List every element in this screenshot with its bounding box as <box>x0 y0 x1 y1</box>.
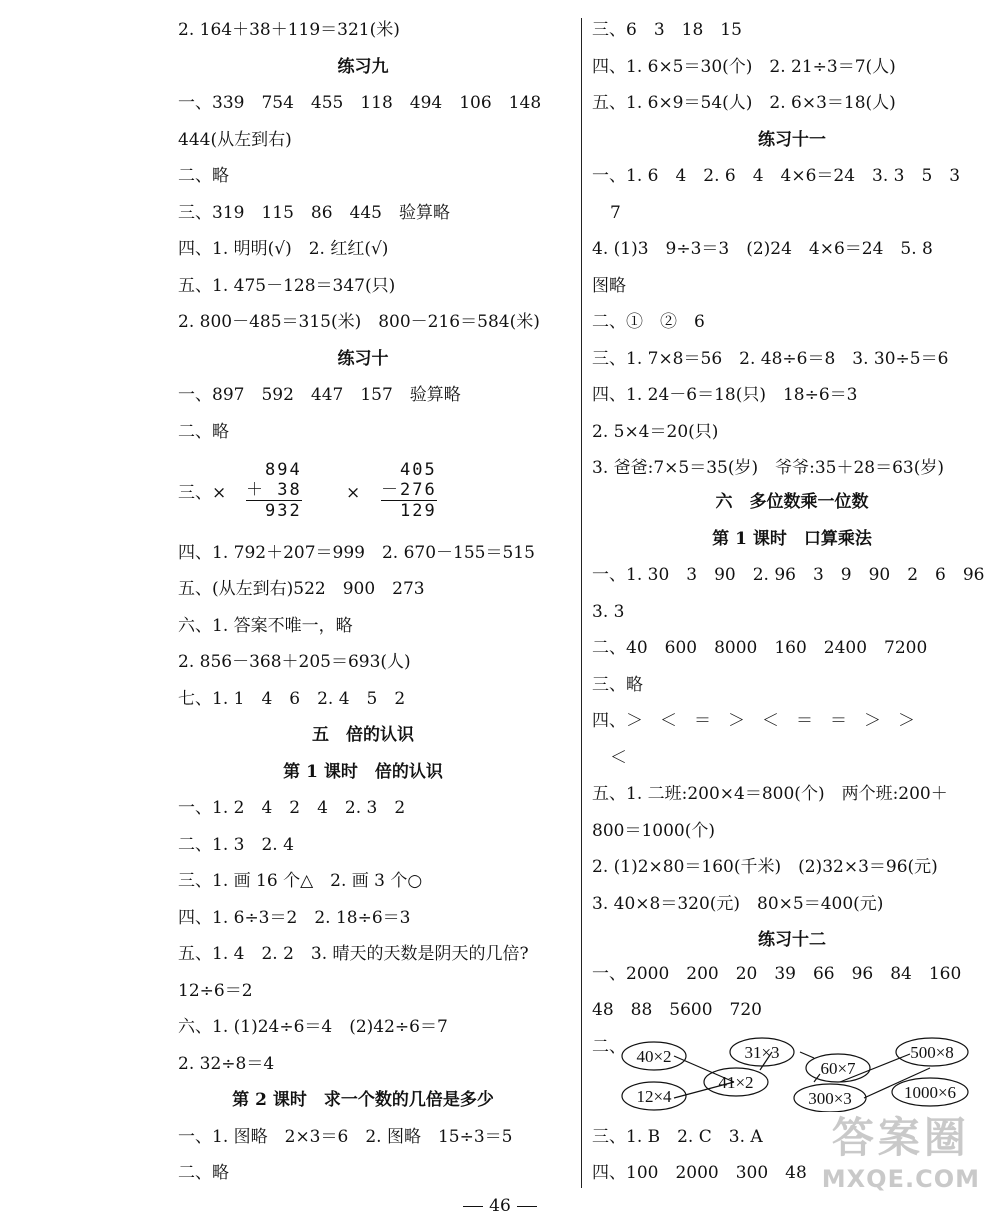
answer-line: 五、1. 475－128＝347(只) <box>178 276 396 296</box>
answer-line: ＜ <box>610 748 627 768</box>
vertical-addition <box>246 460 302 521</box>
answer-line: 四、1. 明明(√) 2. 红红(√) <box>178 239 389 259</box>
vertical-result: 932 <box>246 500 302 521</box>
answer-line: 444(从左到右) <box>178 130 292 150</box>
connector-line <box>800 1052 814 1058</box>
wrong-mark: × <box>346 483 361 503</box>
lesson-heading: 第 1 课时 口算乘法 <box>712 529 872 549</box>
page-number-value: 46 <box>489 1196 511 1216</box>
answer-line: 四、＞ ＜ ＝ ＞ ＜ ＝ ＝ ＞ ＞ <box>592 711 915 731</box>
watermark-title: 答案圈 <box>831 1113 970 1162</box>
answer-line: 一、2000 200 20 39 66 96 84 160 <box>592 964 962 984</box>
column-divider <box>581 18 582 1188</box>
section-heading: 练习九 <box>337 57 389 77</box>
answer-line: 2. (1)2×80＝160(千米) (2)32×3＝96(元) <box>592 857 938 877</box>
answer-line: 2. 164＋38＋119＝321(米) <box>178 20 400 40</box>
answer-line: 四、1. 6×5＝30(个) 2. 21÷3＝7(人) <box>592 57 896 77</box>
answer-line: 三、319 115 86 445 验算略 <box>178 203 450 223</box>
lesson-heading: 第 2 课时 求一个数的几倍是多少 <box>232 1090 494 1110</box>
page-number <box>0 1196 1000 1216</box>
answer-line: 二、① ② 6 <box>592 312 705 332</box>
answer-line: 一、1. 30 3 90 2. 96 3 9 90 2 6 96 <box>592 565 985 585</box>
answer-line: 一、897 592 447 157 验算略 <box>178 385 461 405</box>
vertical-subtraction <box>381 460 437 521</box>
section-heading: 练习十一 <box>758 130 826 150</box>
vertical-row: ＋ 38 <box>246 480 302 500</box>
vertical-result: 129 <box>381 500 437 521</box>
vertical-row: 894 <box>265 460 302 480</box>
answer-line: 2. 5×4＝20(只) <box>592 422 719 442</box>
oval-label: 41×2 <box>718 1073 754 1092</box>
answer-line: 3. 爸爸:7×5＝35(岁) 爷爷:35＋28＝63(岁) <box>592 458 945 478</box>
answer-line: 三、1. 画 16 个△ 2. 画 3 个○ <box>178 871 423 891</box>
unit-heading: 五 倍的认识 <box>312 725 414 745</box>
answer-line: 四、100 2000 300 48 <box>592 1163 807 1183</box>
answer-line: 2. 800－485＝315(米) 800－216＝584(米) <box>178 312 540 332</box>
watermark <box>822 1105 980 1193</box>
answer-line: 二、略 <box>178 1163 229 1183</box>
answer-line: 7 <box>610 203 621 223</box>
unit-heading: 六 多位数乘一位数 <box>715 492 869 512</box>
answer-line: 2. 32÷8＝4 <box>178 1054 275 1074</box>
answer-line: 四、1. 24－6＝18(只) 18÷6＝3 <box>592 385 858 405</box>
answer-line: 一、1. 2 4 2 4 2. 3 2 <box>178 798 406 818</box>
oval-label: 60×7 <box>820 1059 856 1078</box>
answer-line: 五、1. 4 2. 2 3. 晴天的天数是阴天的几倍? <box>178 944 529 964</box>
answer-line: 五、(从左到右)522 900 273 <box>178 579 425 599</box>
answer-line: 三、1. B 2. C 3. A <box>592 1127 763 1147</box>
answer-line: 4. (1)3 9÷3＝3 (2)24 4×6＝24 5. 8 <box>592 239 933 259</box>
answer-line: 五、1. 6×9＝54(人) 2. 6×3＝18(人) <box>592 93 896 113</box>
section-heading: 练习十 <box>337 349 389 369</box>
answer-line: 二、 <box>592 1037 626 1057</box>
answer-line: 一、1. 图略 2×3＝6 2. 图略 15÷3＝5 <box>178 1127 513 1147</box>
answer-line: 图略 <box>592 276 626 296</box>
oval-label: 1000×6 <box>903 1083 957 1102</box>
oval-label: 40×2 <box>636 1047 672 1066</box>
answer-line: 800＝1000(个) <box>592 821 715 841</box>
oval-matching-diagram <box>612 1030 982 1112</box>
answer-line: 四、1. 792＋207＝999 2. 670－155＝515 <box>178 543 535 563</box>
answer-line: 二、略 <box>178 422 229 442</box>
answer-line: 三、1. 7×8＝56 2. 48÷6＝8 3. 30÷5＝6 <box>592 349 949 369</box>
answer-line: 一、1. 6 4 2. 6 4 4×6＝24 3. 3 5 3 <box>592 166 961 186</box>
answer-line: 六、1. 答案不唯一，略 <box>178 616 353 636</box>
watermark-url: MXQE.COM <box>821 1165 980 1193</box>
answer-line: 48 88 5600 720 <box>592 1000 762 1020</box>
answer-line: 2. 856－368＋205＝693(人) <box>178 652 411 672</box>
answer-line: 三、× <box>178 483 227 503</box>
oval-label: 12×4 <box>636 1087 672 1106</box>
oval-label: 300×3 <box>808 1089 852 1108</box>
answer-line: 五、1. 二班:200×4＝800(个) 两个班:200＋ <box>592 784 948 804</box>
answer-line: 三、略 <box>592 675 643 695</box>
lesson-heading: 第 1 课时 倍的认识 <box>283 762 443 782</box>
vertical-row: 405 <box>400 460 437 480</box>
answer-line: 二、略 <box>178 166 229 186</box>
answer-line: 二、1. 3 2. 4 <box>178 835 294 855</box>
answer-line: 12÷6＝2 <box>178 981 253 1001</box>
answer-line: 一、339 754 455 118 494 106 148 <box>178 93 542 113</box>
answer-line: 三、6 3 18 15 <box>592 20 742 40</box>
answer-line: 六、1. (1)24÷6＝4 (2)42÷6＝7 <box>178 1017 448 1037</box>
oval-label: 31×3 <box>744 1043 780 1062</box>
oval-label: 500×8 <box>910 1043 954 1062</box>
answer-line: 七、1. 1 4 6 2. 4 5 2 <box>178 689 406 709</box>
answer-line: 3. 40×8＝320(元) 80×5＝400(元) <box>592 894 884 914</box>
answer-line: 四、1. 6÷3＝2 2. 18÷6＝3 <box>178 908 411 928</box>
answer-line: 二、40 600 8000 160 2400 7200 <box>592 638 928 658</box>
answer-line: 3. 3 <box>592 602 625 622</box>
vertical-row: －276 <box>381 480 437 500</box>
section-heading: 练习十二 <box>758 930 826 950</box>
